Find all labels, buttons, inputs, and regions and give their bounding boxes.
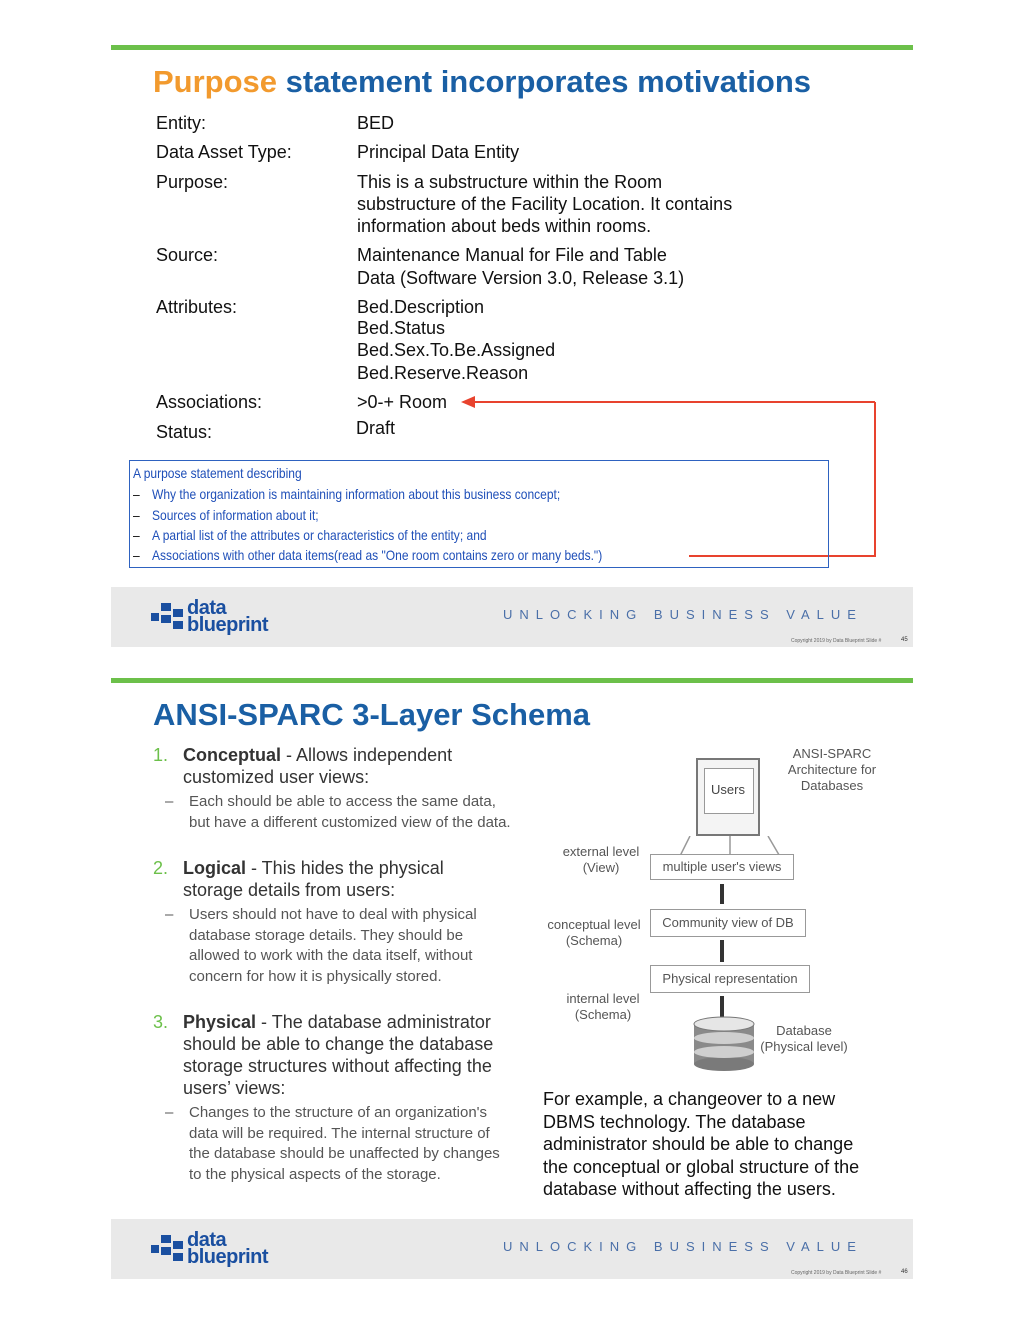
ansi-sparc-diagram [530,740,910,1080]
slide46-title: ANSI-SPARC 3-Layer Schema [153,697,591,732]
note-dash-4: – [133,547,140,563]
row-purpose-line-2: substructure of the Facility Location. It contains [357,194,733,214]
slide45-footer [111,587,913,647]
row-attributes-line-4: Bed.Reserve.Reason [357,363,529,383]
note-dash-2: – [133,507,140,523]
item-logical: 2. Logical - This hides the physical storage details from users: [153,858,444,900]
row-purpose-line-1: This is a substructure within the Room [357,172,663,192]
connector-1 [720,884,724,904]
row-associations-label: Associations: [156,392,263,412]
row-asset-type-value: Principal Data Entity [357,142,520,162]
purpose-note-box [129,460,829,568]
connector-2 [720,940,724,962]
note-bullet-4: Associations with other data items(read as "One room contains zero or many beds.") [152,547,603,563]
database-label: Database (Physical level) [760,1023,848,1054]
note-dash-1: – [133,486,140,502]
item-logical-sub: – Users should not have to deal with physical database storage details. They should be allowed to work with the data itself, without concern for how it is physically stored. [165,906,477,985]
logo-text-bottom: blueprint [187,614,269,636]
slide46-footer [111,1219,913,1279]
connector-3 [720,996,724,1018]
internal-level-label: internal level (Schema) [566,991,640,1022]
logo-text-top: data [187,1229,227,1251]
note-bullet-1: Why the organization is maintaining information about this business concept; [152,486,561,502]
data-blueprint-logo [151,1231,301,1267]
row-entity-label: Entity: [156,113,207,133]
database-cylinder [690,1016,760,1072]
row-status-value: Draft [356,418,396,438]
row-attributes-line-3: Bed.Sex.To.Be.Assigned [357,340,556,360]
row-asset-type-label: Data Asset Type: [156,142,292,162]
note-heading: A purpose statement describing [133,465,302,481]
item-conceptual: 1. Conceptual - Allows independent customized user views: [153,745,453,787]
row-source-line-1: Maintenance Manual for File and Table [357,245,667,265]
note-bullet-3: A partial list of the attributes or characteristics of the entity; and [152,527,487,543]
data-blueprint-logo [151,599,301,635]
page-number: 45 [901,637,908,643]
diagram-title: ANSI-SPARC Architecture for Databases [787,746,877,793]
item-physical-sub: – Changes to the structure of an organization's data will be required. The internal structure of the database should be unaffected by changes to the physical aspects of the storage. [165,1104,500,1183]
copyright: Copyright 2019 by Data Blueprint Slide # [791,1270,882,1276]
row-source-label: Source: [156,245,219,265]
row-status-label: Status: [156,422,213,442]
item-physical: 3. Physical - The database administrator should be able to change the database storage structures without affecting the users’ views: [153,1012,494,1098]
logo-text-bottom: blueprint [187,1246,269,1268]
row-attributes-line-2: Bed.Status [357,318,446,338]
logo-text-top: data [187,597,227,619]
row-attributes-line-1: Bed.Description [357,297,485,317]
example-text: For example, a changeover to a new DBMS technology. The database administrator should be able to change the conceptual or global structure of the database without affecting the users. [543,1089,860,1199]
slide45-title: Purpose statement incorporates motivations [153,64,812,99]
copyright: Copyright 2019 by Data Blueprint Slide # [791,638,882,644]
conceptual-level-label: conceptual level (Schema) [547,917,641,948]
row-attributes-label: Attributes: [156,297,238,317]
users-box [696,758,760,836]
slide46-top-rule [111,678,913,683]
note-bullet-2: Sources of information about it; [152,507,319,523]
item-conceptual-sub: – Each should be able to access the same data, but have a different customized view of the data. [165,793,511,831]
internal-level-box: Physical representation [650,965,810,993]
external-level-box: multiple user's views [650,854,794,880]
users-label: Users [711,782,745,797]
row-associations-value: >0-+ Room [357,392,448,412]
note-dash-3: – [133,527,140,543]
row-purpose-line-3: information about beds within rooms. [357,216,652,236]
row-entity-value: BED [357,113,395,133]
row-purpose-label: Purpose: [156,172,229,192]
tagline: UNLOCKING BUSINESS VALUE [503,607,863,622]
tagline: UNLOCKING BUSINESS VALUE [503,1239,863,1254]
conceptual-level-box: Community view of DB [650,909,806,937]
slide45-top-rule [111,45,913,50]
page-number: 46 [901,1269,908,1275]
external-level-label: external level (View) [562,844,640,875]
row-source-line-2: Data (Software Version 3.0, Release 3.1) [357,268,685,288]
arrow-head [461,396,475,408]
